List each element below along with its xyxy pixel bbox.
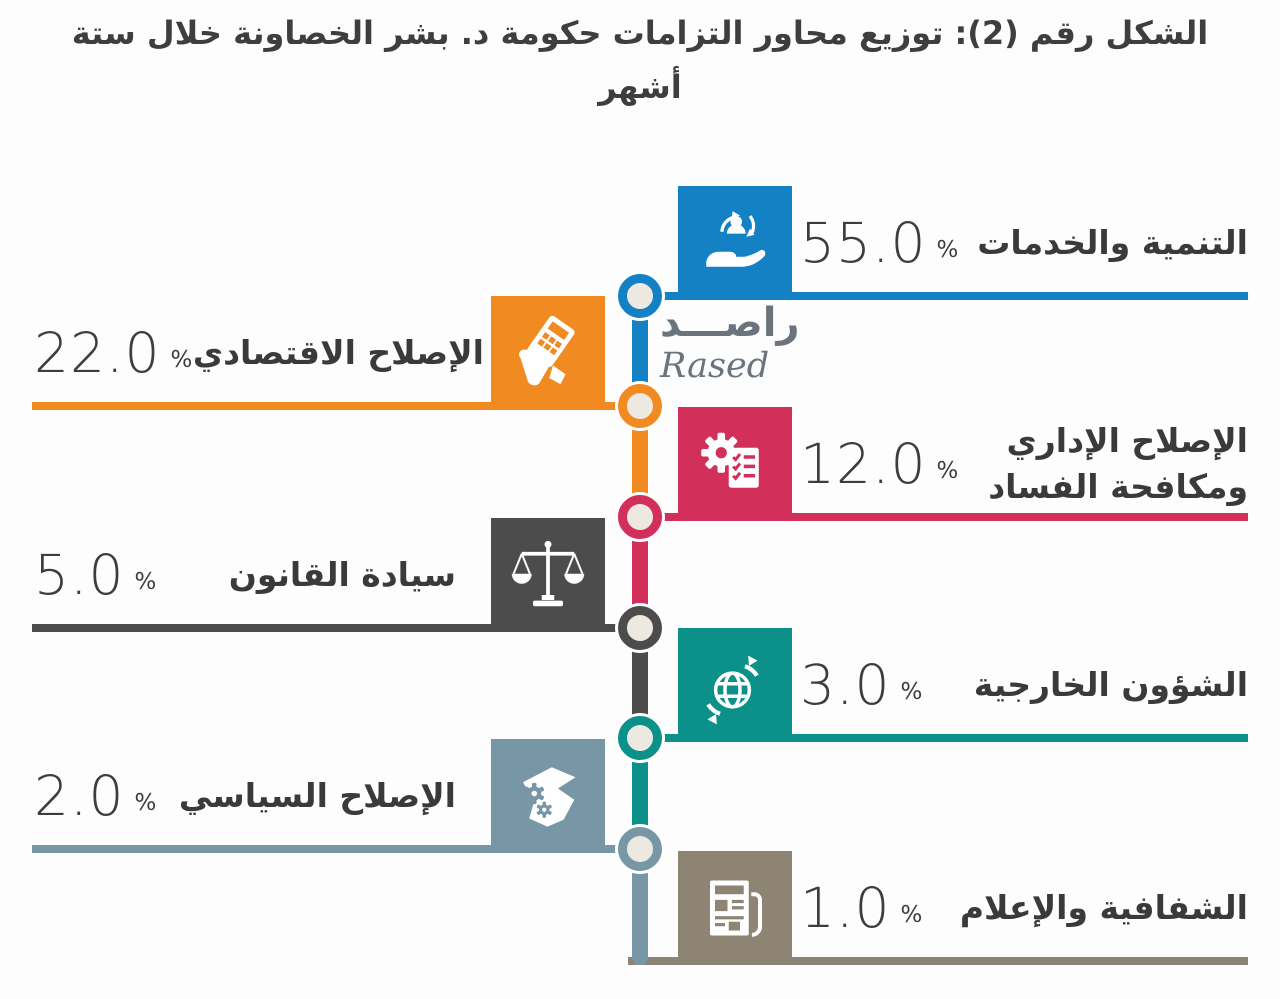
value-number: 22.0: [34, 320, 161, 385]
percent-sign: %: [134, 789, 157, 816]
category-row-political-reform: [34, 739, 484, 853]
percent-sign: %: [134, 568, 157, 595]
value-number: 5.0: [34, 542, 125, 607]
transparency-media-icon: [695, 868, 775, 948]
category-row-transparency-media: [800, 851, 1248, 965]
percent-sign: %: [900, 901, 923, 928]
category-row-admin-reform: [800, 407, 1248, 521]
percent-sign: %: [170, 346, 193, 373]
figure-title-line1: الشكل رقم (2): توزيع محاور التزامات حكومة د. بشر الخصاونة خلال ستة: [71, 14, 1209, 52]
value-number: 55.0: [800, 210, 927, 275]
label-development: التنمية والخدمات: [977, 222, 1248, 262]
label-admin-reform: الإصلاح الإداري ومكافحة الفساد: [988, 420, 1248, 506]
label-foreign-affairs: الشؤون الخارجية: [973, 664, 1248, 704]
value-economy: [34, 320, 193, 385]
value-admin-reform: [800, 431, 959, 496]
label-economy: الإصلاح الاقتصادي: [192, 332, 484, 372]
label-transparency-media: الشفافية والإعلام: [959, 887, 1248, 927]
value-foreign-affairs: [800, 652, 923, 717]
icon-tile-development: [678, 186, 792, 300]
percent-sign: %: [900, 678, 923, 705]
economic-reform-icon: [508, 313, 588, 393]
value-number: 3.0: [800, 652, 891, 717]
value-transparency-media: [800, 875, 923, 940]
icon-tile-political-reform: [491, 739, 605, 853]
figure-title-line2: أشهر: [598, 68, 682, 107]
percent-sign: %: [936, 457, 959, 484]
value-number: 1.0: [800, 875, 891, 940]
timeline-node-admin-reform: [618, 495, 662, 539]
rule-of-law-icon: [508, 535, 588, 615]
label-political-reform: الإصلاح السياسي: [178, 775, 456, 815]
category-row-foreign-affairs: [800, 628, 1248, 742]
icon-tile-admin-reform: [678, 407, 792, 521]
value-rule-of-law: [34, 542, 157, 607]
political-reform-icon: [508, 756, 588, 836]
value-number: 2.0: [34, 763, 125, 828]
timeline-node-foreign-affairs: [618, 716, 662, 760]
icon-tile-foreign-affairs: [678, 628, 792, 742]
timeline-node-political-reform: [618, 827, 662, 871]
label-rule-of-law: سيادة القانون: [228, 554, 456, 594]
value-development: [800, 210, 959, 275]
percent-sign: %: [936, 236, 959, 263]
rased-watermark-arabic: راصـــد: [660, 300, 800, 346]
icon-tile-transparency-media: [678, 851, 792, 965]
icon-tile-economy: [491, 296, 605, 410]
value-political-reform: [34, 763, 157, 828]
foreign-affairs-icon: [695, 645, 775, 725]
category-row-development: [800, 186, 1248, 300]
development-services-icon: [695, 203, 775, 283]
timeline-node-economy: [618, 384, 662, 428]
admin-reform-anticorruption-icon: [695, 424, 775, 504]
timeline-node-rule-of-law: [618, 606, 662, 650]
timeline-node-development: [618, 274, 662, 318]
value-number: 12.0: [800, 431, 927, 496]
rased-watermark-latin: Rased: [660, 346, 770, 386]
icon-tile-rule-of-law: [491, 518, 605, 632]
category-row-rule-of-law: [34, 518, 484, 632]
rased-watermark: [660, 300, 800, 386]
figure-title: [30, 14, 1250, 107]
category-row-economy: [34, 296, 484, 410]
